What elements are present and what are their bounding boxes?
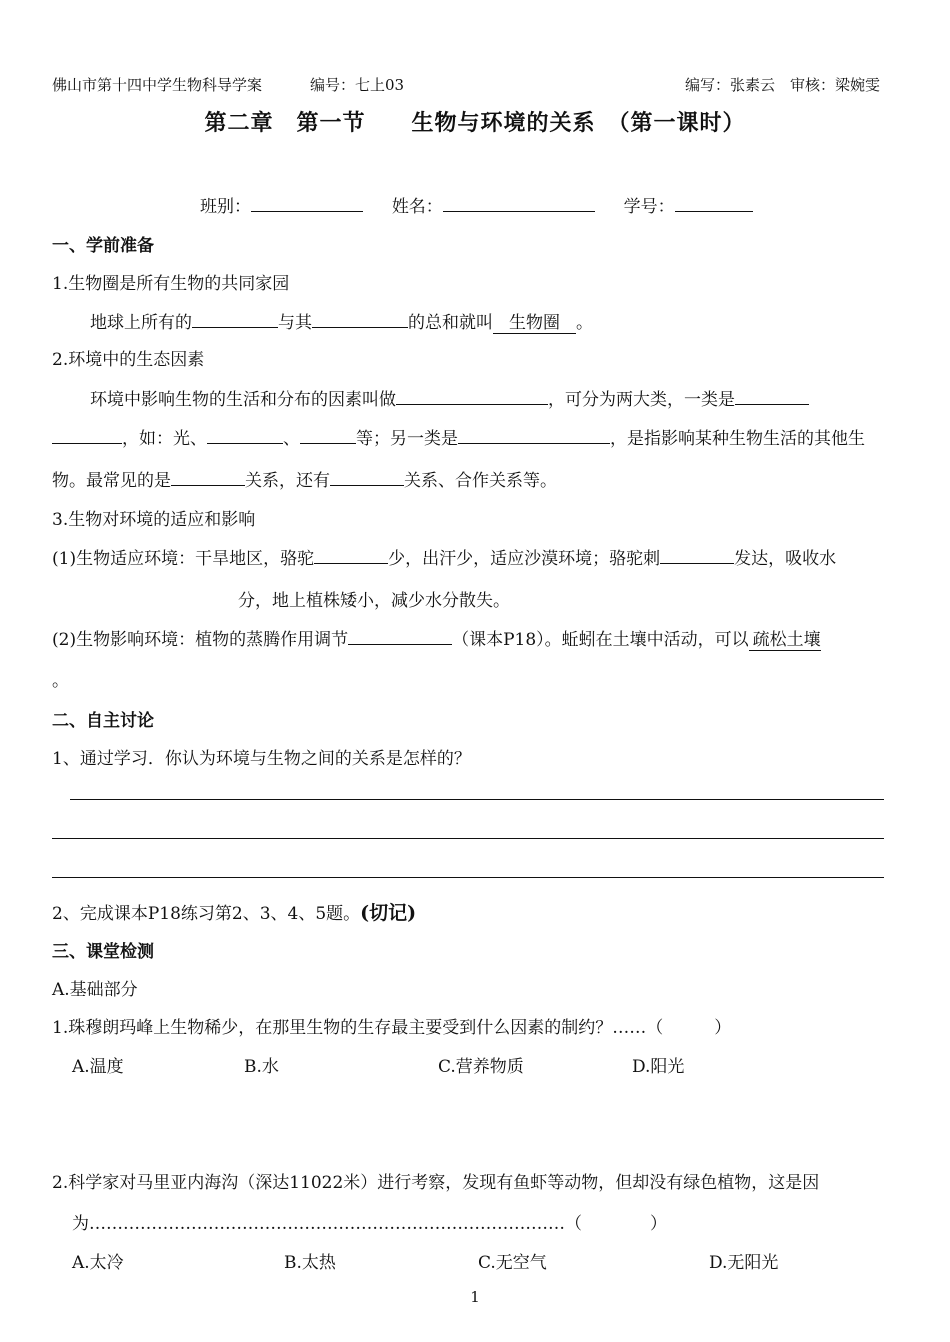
blank[interactable] (458, 425, 610, 444)
s1-q1-title: 1.生物圈是所有生物的共同家园 (52, 274, 290, 294)
header-authors: 编写：张素云 审核：梁婉雯 (685, 76, 881, 94)
s1-q1-text: 地球上所有的 与其 的总和就叫 生物圈 。 (90, 308, 593, 334)
s3-q1-option[interactable]: C.营养物质 (438, 1057, 524, 1077)
blank[interactable] (192, 309, 278, 328)
s1-q3-2-end: 。 (52, 671, 69, 691)
student-id-field[interactable] (675, 193, 753, 212)
id-label: 学号： (623, 197, 675, 217)
s1-q3-1-line1: (1)生物适应环境：干旱地区，骆驼 少，出汗少，适应沙漠环境；骆驼刺 发达，吸收水 (52, 544, 836, 569)
s3-part-a: A.基础部分 (52, 980, 138, 1000)
s3-q2-option[interactable]: D.无阳光 (709, 1253, 779, 1273)
s2-q1: 1、通过学习．你认为环境与生物之间的关系是怎样的？ (52, 749, 471, 769)
answer-loosen-soil: 疏松土壤 (749, 625, 821, 651)
s3-q2-line2: 为…………………………………………………………………………（ ） (72, 1214, 667, 1234)
s1-q3-2-line1: (2)生物影响环境：植物的蒸腾作用调节 （课本P18）。蚯蚓在土壤中活动，可以 疏松土壤 (52, 625, 821, 651)
blank[interactable] (52, 425, 122, 444)
section3-heading: 三、课堂检测 (52, 942, 154, 962)
blank[interactable] (300, 425, 356, 444)
blank[interactable] (348, 626, 452, 645)
s1-q2-title: 2.环境中的生态因素 (52, 350, 205, 370)
name-label: 姓名： (391, 197, 443, 217)
class-field[interactable] (251, 193, 363, 212)
s3-q1-option[interactable]: A.温度 (72, 1057, 124, 1077)
header-school: 佛山市第十四中学生物科导学案 (52, 76, 263, 94)
page-title: 第二章 第一节 生物与环境的关系 （第一课时） (204, 110, 746, 136)
s3-q1-option[interactable]: B.水 (244, 1057, 279, 1077)
s1-q3-1-line2: 分，地上植株矮小，减少水分散失。 (238, 591, 510, 611)
answer-line[interactable] (52, 838, 884, 839)
s1-q3-title: 3.生物对环境的适应和影响 (52, 510, 256, 530)
s3-q2-option[interactable]: C.无空气 (478, 1253, 547, 1273)
s1-q2-line3: 物。最常见的是 关系，还有 关系、合作关系等。 (52, 466, 557, 491)
section1-heading: 一、学前准备 (52, 236, 154, 256)
blank[interactable] (396, 386, 548, 405)
name-field[interactable] (443, 193, 595, 212)
blank[interactable] (330, 467, 404, 486)
answer-line[interactable] (70, 799, 884, 800)
info-line (200, 192, 753, 217)
header-number: 编号：七上03 (310, 76, 405, 94)
blank[interactable] (207, 425, 283, 444)
page-number: 1 (470, 1288, 480, 1306)
answer-biosphere: 生物圈 (493, 308, 576, 334)
blank[interactable] (660, 545, 734, 564)
s2-q2: 2、完成课本P18练习第2、3、4、5题。(切记) (52, 902, 417, 924)
blank[interactable] (312, 309, 408, 328)
s1-q2-line2: ，如：光、 、 等；另一类是 ，是指影响某种生物生活的其他生 (52, 424, 865, 449)
blank[interactable] (171, 467, 245, 486)
s3-q1-option[interactable]: D.阳光 (632, 1057, 685, 1077)
section2-heading: 二、自主讨论 (52, 711, 154, 731)
blank[interactable] (314, 545, 388, 564)
answer-line[interactable] (52, 877, 884, 878)
class-label: 班别： (200, 197, 251, 217)
s3-q2-option[interactable]: B.太热 (284, 1253, 336, 1273)
s3-q1: 1.珠穆朗玛峰上生物稀少，在那里生物的生存最主要受到什么因素的制约？……（ ） (52, 1018, 732, 1038)
s3-q2-line1: 2.科学家对马里亚内海沟（深达11022米）进行考察，发现有鱼虾等动物，但却没有绿色植物，这是因 (52, 1173, 820, 1193)
s3-q2-option[interactable]: A.太冷 (72, 1253, 124, 1273)
blank[interactable] (735, 386, 809, 405)
s1-q2-line1: 环境中影响生物的生活和分布的因素叫做 ，可分为两大类，一类是 (90, 385, 809, 410)
